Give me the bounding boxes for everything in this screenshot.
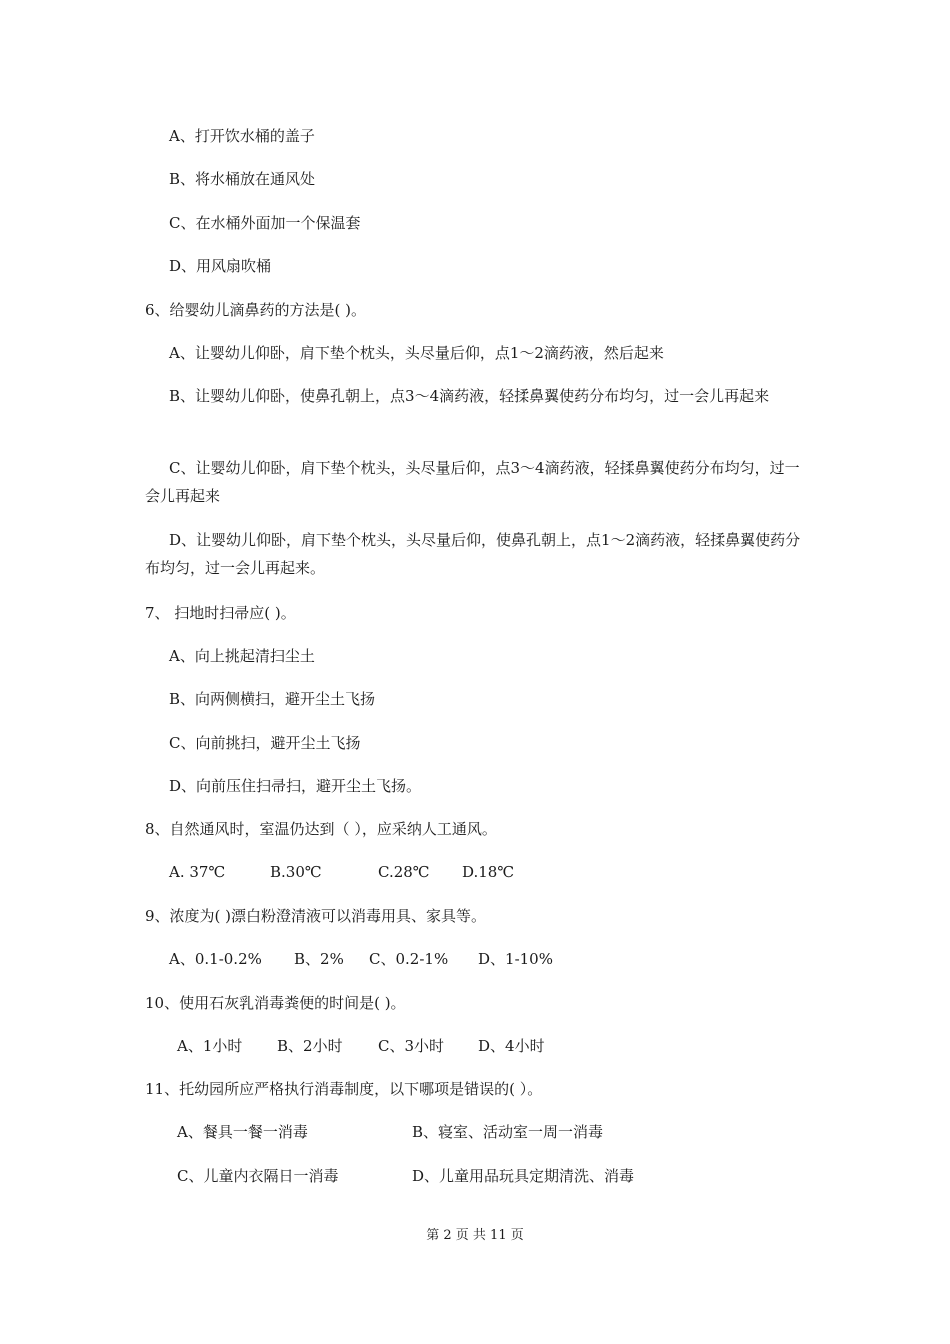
q5-option-b: B、将水桶放在通风处 <box>169 170 316 188</box>
q6-option-d: D、让婴幼儿仰卧，肩下垫个枕头，头尽量后仰，使鼻孔朝上，点1～2滴药液，轻揉鼻翼使药分布均匀，过一会儿再起来。 <box>145 531 801 577</box>
page-number-footer: 第 2 页 共 11 页 <box>426 1228 524 1243</box>
q9-question: 9、浓度为( )漂白粉澄清液可以消毒用具、家具等。 <box>145 907 487 925</box>
q11-options-row-2 <box>0 1166 950 1186</box>
q8-options-row <box>0 862 950 882</box>
q7-question: 7、 扫地时扫帚应( )。 <box>145 604 296 622</box>
q7-option-a: A、向上挑起清扫尘土 <box>169 647 315 665</box>
q8-option-c: C.28℃ <box>378 863 430 881</box>
q8-option-b: B.30℃ <box>270 863 322 881</box>
q8-option-d: D.18℃ <box>462 863 515 881</box>
q8-option-a: A. 37℃ <box>169 863 226 881</box>
q5-option-d: D、用风扇吹桶 <box>169 257 272 275</box>
q5-option-a: A、打开饮水桶的盖子 <box>169 127 315 145</box>
q7-option-d: D、向前压住扫帚扫，避开尘土飞扬。 <box>169 777 422 795</box>
q6-option-c: C、让婴幼儿仰卧，肩下垫个枕头，头尽量后仰，点3～4滴药液，轻揉鼻翼使药分布均匀，过一会儿再起来 <box>145 459 800 505</box>
q10-option-d: D、4小时 <box>478 1037 545 1055</box>
q5-option-c: C、在水桶外面加一个保温套 <box>169 214 361 232</box>
q7-option-c: C、向前挑扫，避开尘土飞扬 <box>169 734 361 752</box>
q9-options-row <box>0 949 950 969</box>
q10-options-row <box>0 1036 950 1056</box>
q10-question: 10、使用石灰乳消毒粪便的时间是( )。 <box>145 994 406 1012</box>
q10-option-a: A、1小时 <box>177 1037 243 1055</box>
q11-option-a: A、餐具一餐一消毒 <box>177 1123 308 1141</box>
q8-question: 8、自然通风时，室温仍达到（ ），应采纳人工通风。 <box>145 820 497 838</box>
q6-option-a: A、让婴幼儿仰卧，肩下垫个枕头，头尽量后仰，点1～2滴药液，然后起来 <box>169 344 664 362</box>
q11-option-d: D、儿童用品玩具定期清洗、消毒 <box>412 1167 635 1185</box>
q6-question: 6、给婴幼儿滴鼻药的方法是( )。 <box>145 301 367 319</box>
q10-option-c: C、3小时 <box>378 1037 445 1055</box>
q9-option-c: C、0.2-1% <box>369 950 449 968</box>
q6-option-b: B、让婴幼儿仰卧，使鼻孔朝上，点3～4滴药液，轻揉鼻翼使药分布均匀，过一会儿再起来 <box>169 387 770 405</box>
q11-option-c: C、儿童内衣隔日一消毒 <box>177 1167 339 1185</box>
q10-option-b: B、2小时 <box>277 1037 343 1055</box>
q11-question: 11、托幼园所应严格执行消毒制度，以下哪项是错误的( ）。 <box>145 1080 543 1098</box>
q9-option-d: D、1-10% <box>478 950 553 968</box>
q7-option-b: B、向两侧横扫，避开尘土飞扬 <box>169 690 376 708</box>
q9-option-b: B、2% <box>294 950 344 968</box>
q11-options-row-1 <box>0 1122 950 1142</box>
q11-option-b: B、寝室、活动室一周一消毒 <box>412 1123 604 1141</box>
q9-option-a: A、0.1-0.2% <box>169 950 262 968</box>
